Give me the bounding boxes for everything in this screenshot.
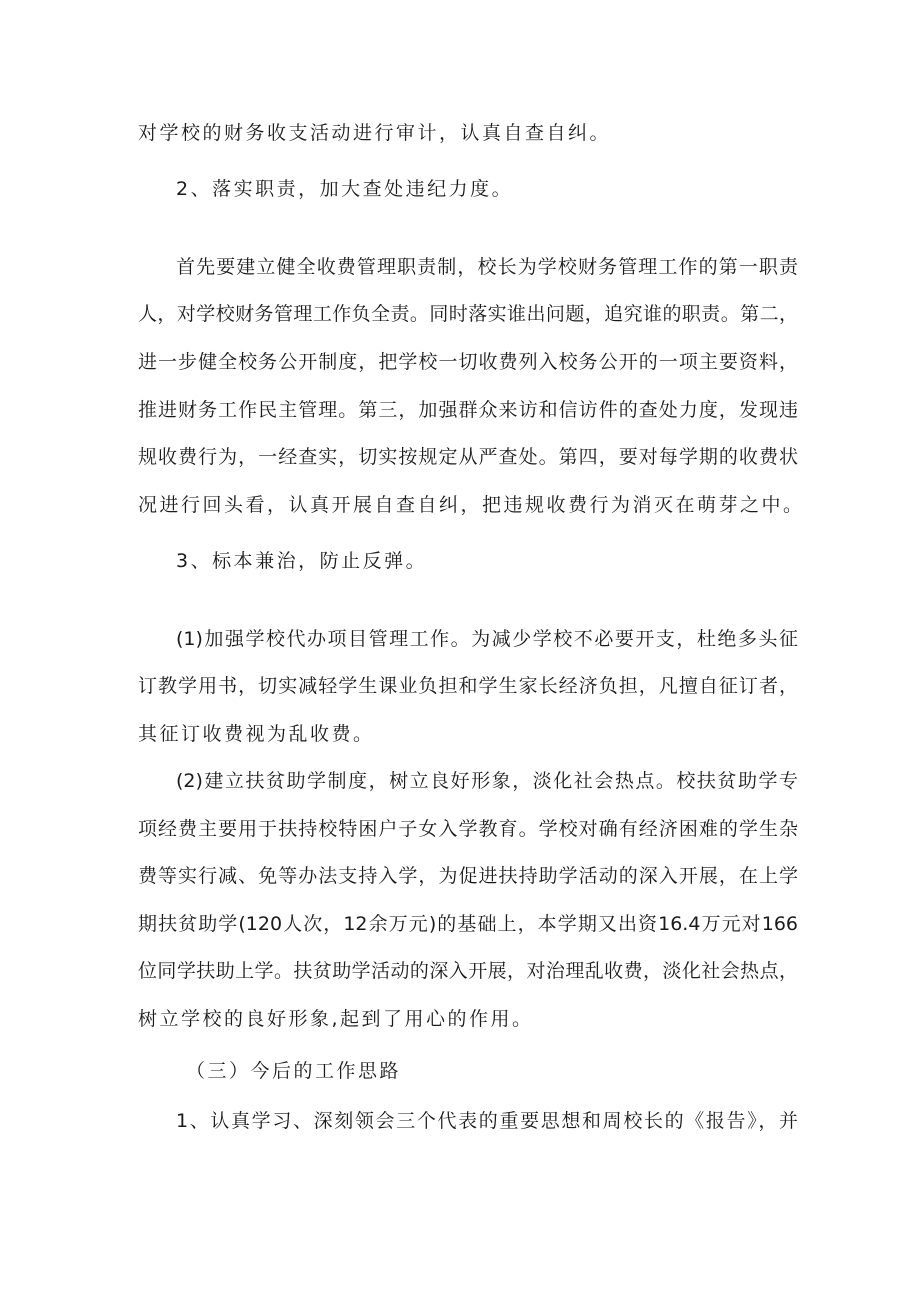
paragraph-line: 进一步健全校务公开制度，把学校一切收费列入校务公开的一项主要资料， <box>138 351 798 373</box>
paragraph-line: 首先要建立健全收费管理职责制，校长为学校财务管理工作的第一职责 <box>176 256 798 278</box>
paragraph-line: 其征订收费视为乱收费。 <box>138 723 375 745</box>
section-heading: 2、落实职责，加大查处违纪力度。 <box>176 178 514 200</box>
section-heading: 3、标本兼治，防止反弹。 <box>176 550 428 572</box>
paragraph-line: 对学校的财务收支活动进行审计，认真自查自纠。 <box>138 122 612 144</box>
paragraph-line: 项经费主要用于扶持校特困户子女入学教育。学校对确有经济困难的学生杂 <box>138 818 798 840</box>
paragraph-line: 位同学扶助上学。扶贫助学活动的深入开展，对治理乱收费，淡化社会热点， <box>138 960 798 982</box>
paragraph-line: 推进财务工作民主管理。第三，加强群众来访和信访件的查处力度，发现违 <box>138 399 798 421</box>
paragraph-line: 费等实行减、免等办法支持入学，为促进扶持助学活动的深入开展，在上学 <box>138 865 798 887</box>
paragraph-line: (2)建立扶贫助学制度，树立良好形象，淡化社会热点。校扶贫助学专 <box>176 770 798 792</box>
paragraph-line: 订教学用书，切实减轻学生课业负担和学生家长经济负担，凡擅自征订者， <box>138 675 798 697</box>
paragraph-line: 况进行回头看，认真开展自查自纠，把违规收费行为消灭在萌芽之中。 <box>138 494 805 516</box>
paragraph-line: 1、认真学习、深刻领会三个代表的重要思想和周校长的《报告》，并 <box>176 1110 798 1132</box>
section-heading: （三）今后的工作思路 <box>186 1060 402 1082</box>
paragraph-line: 人，对学校财务管理工作负全责。同时落实谁出问题，追究谁的职责。第二， <box>138 303 798 325</box>
paragraph-line: 期扶贫助学(120人次，12余万元)的基础上，本学期又出资16.4万元对166 <box>138 913 798 935</box>
paragraph-line: (1)加强学校代办项目管理工作。为减少学校不必要开支，杜绝多头征 <box>176 628 798 650</box>
paragraph-line: 树立学校的良好形象,起到了用心的作用。 <box>138 1008 534 1030</box>
paragraph-line: 规收费行为，一经查实，切实按规定从严查处。第四，要对每学期的收费状 <box>138 446 798 468</box>
